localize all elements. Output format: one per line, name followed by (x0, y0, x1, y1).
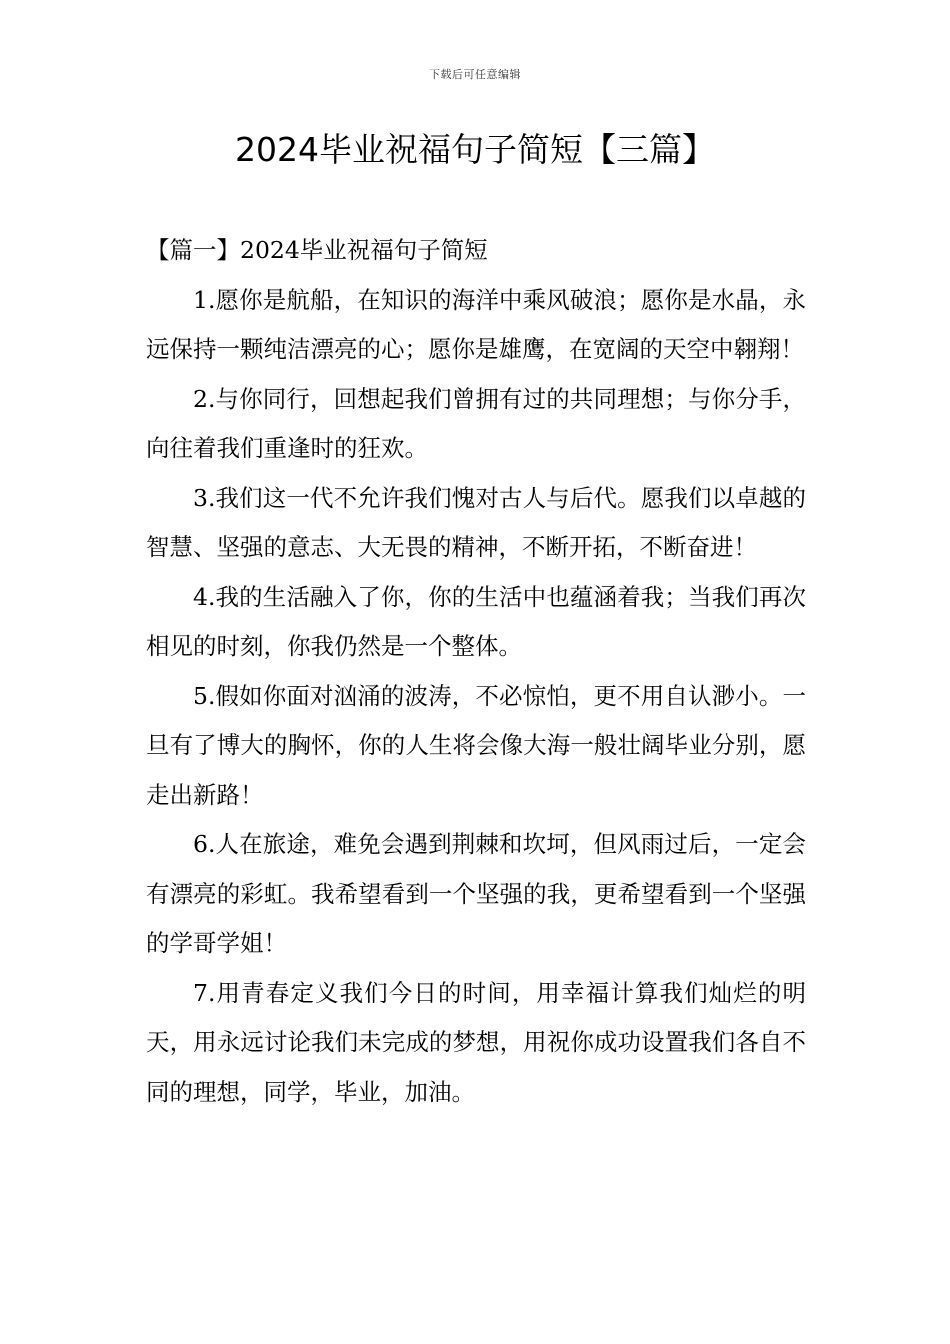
paragraph-7: 7.用青春定义我们今日的时间，用幸福计算我们灿烂的明天，用永远讨论我们未完成的梦想，用祝你成功设置我们各自不同的理想，同学，毕业，加油。 (146, 978, 806, 1106)
paragraph-6: 6.人在旅途，难免会遇到荆棘和坎坷，但风雨过后，一定会有漂亮的彩虹。我希望看到一个坚强的我，更希望看到一个坚强的学哥学姐！ (146, 830, 806, 957)
section-heading: 【篇一】2024毕业祝福句子简短 (146, 236, 488, 264)
paragraph-5: 5.假如你面对汹涌的波涛，不必惊怕，更不用自认渺小。一旦有了博大的胸怀，你的人生将会像大海一般壮阔毕业分别，愿走出新路！ (146, 681, 806, 809)
document-title: 2024毕业祝福句子简短【三篇】 (235, 130, 715, 169)
paragraph-1: 1.愿你是航船，在知识的海洋中乘风破浪；愿你是水晶，永远保持一颗纯洁漂亮的心；愿你是雄鹰，在宽阔的天空中翱翔！ (146, 285, 806, 363)
paragraph-3: 3.我们这一代不允许我们愧对古人与后代。愿我们以卓越的智慧、坚强的意志、大无畏的精神，不断开拓，不断奋进！ (146, 483, 806, 561)
paragraph-4: 4.我的生活融入了你，你的生活中也蕴涵着我；当我们再次相见的时刻，你我仍然是一个整体。 (146, 582, 806, 660)
paragraph-2: 2.与你同行，回想起我们曾拥有过的共同理想；与你分手，向往着我们重逢时的狂欢。 (146, 384, 806, 462)
document-body (146, 226, 806, 1117)
page-header-note: 下载后可任意编辑 (429, 68, 521, 81)
